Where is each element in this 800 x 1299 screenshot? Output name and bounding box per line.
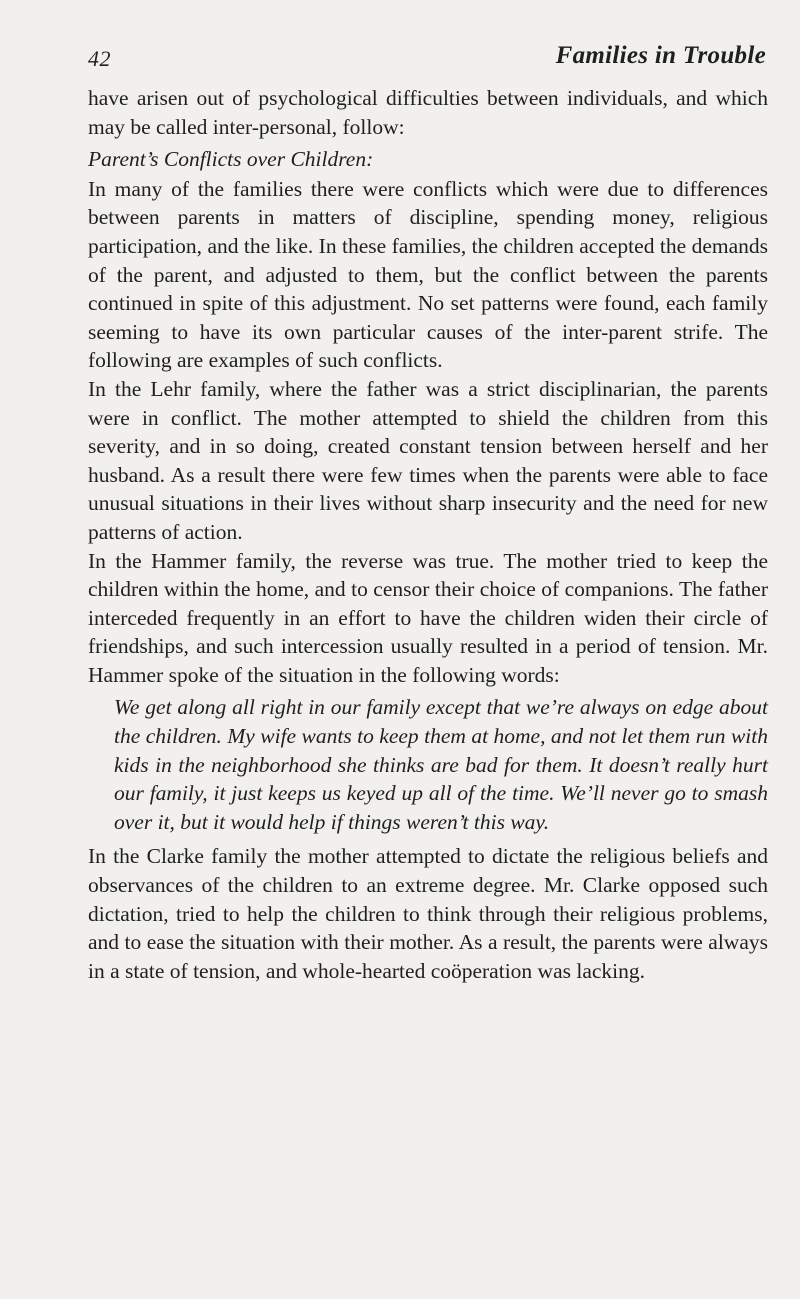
hammer-quote: We get along all right in our family except that we’re always on edge about the children. My wife wants to keep them at home, and not let them run with kids in the neighborhood she thinks are bad for them. It doesn’t really hurt our family, it just keeps us keyed up all of the time. We’ll never go to smash over it, but it would help if things weren’t this way. xyxy=(114,695,768,834)
paragraph-discipline-conflicts: In many of the families there were conflicts which were due to differences between parents in matters of discipline, spending money, religious participation, and the like. In these families, the children accepted the demands of the parent, and adjusted to them, but the conflict between the parents continued in spite of this adjustment. No set patterns were found, each family seeming to have its own particular causes of the inter-parent strife. The following are examples of such conflicts. xyxy=(88,176,768,373)
paragraph-hammer-family: In the Hammer family, the reverse was true. The mother tried to keep the children within the home, and to censor their choice of companions. The father interceded frequently in an effort to have the children widen their circle of friendships, and such intercession usually resulted in a period of tension. Mr. Hammer spoke of the situation in the following words: xyxy=(88,548,768,687)
intro-paragraph: have arisen out of psychological difficulties between individuals, and which may be called inter-personal, follow: xyxy=(88,86,768,139)
paragraph-clarke-family: In the Clarke family the mother attempted to dictate the religious beliefs and observances of the children to an extreme degree. Mr. Clarke opposed such dictation, tried to help the children to think through their religious problems, and to ease the situation with their mother. As a result, the parents were always in a state of tension, and whole-hearted coöperation was lacking. xyxy=(88,844,768,983)
page-header xyxy=(88,40,766,80)
paragraph-lehr-family: In the Lehr family, where the father was a strict disciplinarian, the parents were in conflict. The mother attempted to shield the children from this severity, and in so doing, created constant tension between herself and her husband. As a result there were few times when the parents were able to face unusual situations in their lives without sharp insecurity and the need for new patterns of action. xyxy=(88,376,768,544)
running-head: Families in Trouble xyxy=(555,42,766,69)
section-heading: Parent’s Conflicts over Children: xyxy=(88,147,374,172)
page-body xyxy=(88,84,768,985)
page-number: 42 xyxy=(88,46,111,71)
